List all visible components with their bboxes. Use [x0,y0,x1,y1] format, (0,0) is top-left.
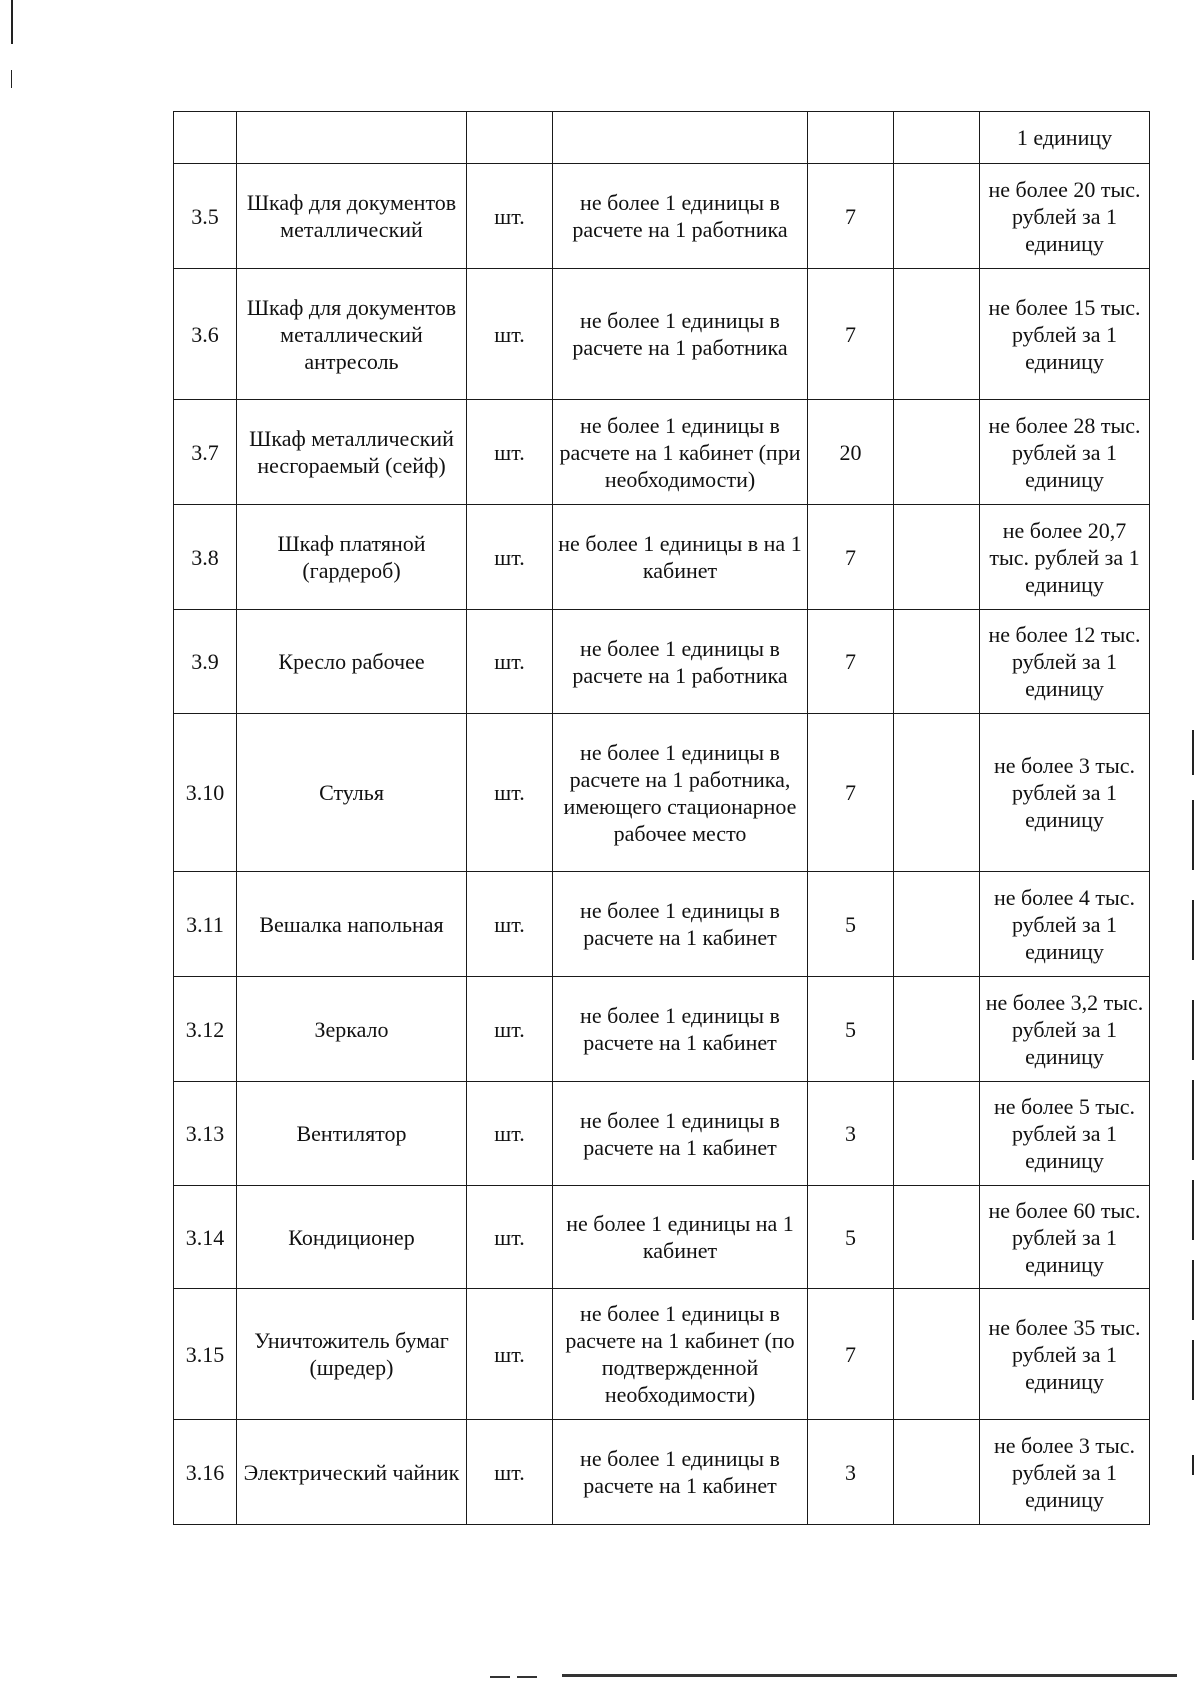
item-name: Вентилятор [237,1082,467,1186]
bottom-divider-short-2 [517,1676,537,1678]
quantity-norm: не более 1 единицы в расчете на 1 кабинет (при необходимости) [553,400,808,505]
table-body [174,112,1150,1525]
quantity-norm: не более 1 единицы в расчете на 1 работника [553,610,808,714]
row-number: 3.13 [174,1082,237,1186]
quantity-norm: не более 1 единицы в расчете на 1 работника [553,164,808,269]
price-limit: не более 20,7 тыс. рублей за 1 единицу [980,505,1150,610]
scan-artifact-right-edge-8 [1192,1340,1194,1400]
table-row [174,714,1150,872]
empty-cell [894,1082,980,1186]
row-number: 3.9 [174,610,237,714]
norms-table-container [173,111,1150,1525]
price-limit: не более 3 тыс. рублей за 1 единицу [980,1420,1150,1525]
unit: шт. [467,505,553,610]
row-number: 3.5 [174,164,237,269]
table-row [174,112,1150,164]
scan-artifact-right-edge-7 [1192,1260,1194,1320]
item-name: Шкаф для документов металлический [237,164,467,269]
table-row [174,1420,1150,1525]
service-life: 7 [808,1289,894,1420]
row-number: 3.15 [174,1289,237,1420]
table-row [174,1289,1150,1420]
bottom-divider-long [562,1674,1177,1677]
empty-cell [894,1186,980,1289]
price-limit: 1 единицу [980,112,1150,164]
row-number: 3.8 [174,505,237,610]
row-number: 3.12 [174,977,237,1082]
empty-cell [894,977,980,1082]
empty-cell [894,1420,980,1525]
row-number [174,112,237,164]
quantity-norm: не более 1 единицы в на 1 кабинет [553,505,808,610]
scan-artifact-right-edge-1 [1192,730,1194,775]
service-life: 20 [808,400,894,505]
quantity-norm: не более 1 единицы в расчете на 1 кабинет [553,977,808,1082]
scan-artifact-right-edge-5 [1192,1080,1194,1160]
empty-cell [894,610,980,714]
service-life: 7 [808,505,894,610]
empty-cell [894,714,980,872]
unit: шт. [467,872,553,977]
quantity-norm: не более 1 единицы в расчете на 1 кабинет (по подтвержденной необходимости) [553,1289,808,1420]
price-limit: не более 20 тыс. рублей за 1 единицу [980,164,1150,269]
table-row [174,505,1150,610]
item-name: Шкаф металлический несгораемый (сейф) [237,400,467,505]
empty-cell [894,164,980,269]
item-name: Стулья [237,714,467,872]
quantity-norm: не более 1 единицы в расчете на 1 работника, имеющего стационарное рабочее место [553,714,808,872]
row-number: 3.14 [174,1186,237,1289]
service-life: 7 [808,610,894,714]
service-life: 5 [808,872,894,977]
empty-cell [894,112,980,164]
unit: шт. [467,1186,553,1289]
empty-cell [894,872,980,977]
scan-artifact-left-tick [11,70,12,88]
unit: шт. [467,977,553,1082]
quantity-norm: не более 1 единицы в расчете на 1 работника [553,269,808,400]
unit [467,112,553,164]
unit: шт. [467,400,553,505]
service-life: 7 [808,269,894,400]
price-limit: не более 3 тыс. рублей за 1 единицу [980,714,1150,872]
item-name: Зеркало [237,977,467,1082]
quantity-norm: не более 1 единицы на 1 кабинет [553,1186,808,1289]
table-row [174,872,1150,977]
service-life: 3 [808,1420,894,1525]
quantity-norm: не более 1 единицы в расчете на 1 кабинет [553,872,808,977]
table-row [174,164,1150,269]
scan-artifact-right-edge-9 [1192,1455,1194,1475]
unit: шт. [467,164,553,269]
table-row [174,400,1150,505]
item-name: Электрический чайник [237,1420,467,1525]
service-life: 3 [808,1082,894,1186]
table-row [174,1082,1150,1186]
item-name: Кондиционер [237,1186,467,1289]
unit: шт. [467,610,553,714]
scan-artifact-right-edge-3 [1192,900,1194,960]
price-limit: не более 4 тыс. рублей за 1 единицу [980,872,1150,977]
service-life: 7 [808,714,894,872]
row-number: 3.6 [174,269,237,400]
service-life: 7 [808,164,894,269]
service-life [808,112,894,164]
quantity-norm: не более 1 единицы в расчете на 1 кабинет [553,1420,808,1525]
empty-cell [894,400,980,505]
price-limit: не более 15 тыс. рублей за 1 единицу [980,269,1150,400]
service-life: 5 [808,1186,894,1289]
scan-artifact-right-edge-2 [1192,800,1194,870]
table-row [174,1186,1150,1289]
item-name: Шкаф платяной (гардероб) [237,505,467,610]
quantity-norm: не более 1 единицы в расчете на 1 кабинет [553,1082,808,1186]
item-name [237,112,467,164]
scan-artifact-right-edge-6 [1192,1180,1194,1240]
price-limit: не более 35 тыс. рублей за 1 единицу [980,1289,1150,1420]
empty-cell [894,269,980,400]
price-limit: не более 12 тыс. рублей за 1 единицу [980,610,1150,714]
unit: шт. [467,714,553,872]
price-limit: не более 28 тыс. рублей за 1 единицу [980,400,1150,505]
furniture-norms-table [173,111,1150,1525]
row-number: 3.11 [174,872,237,977]
item-name: Вешалка напольная [237,872,467,977]
table-row [174,610,1150,714]
bottom-divider-short [490,1676,510,1678]
table-row [174,269,1150,400]
item-name: Шкаф для документов металлический антресоль [237,269,467,400]
row-number: 3.16 [174,1420,237,1525]
item-name: Уничтожитель бумаг (шредер) [237,1289,467,1420]
row-number: 3.10 [174,714,237,872]
price-limit: не более 60 тыс. рублей за 1 единицу [980,1186,1150,1289]
empty-cell [894,505,980,610]
item-name: Кресло рабочее [237,610,467,714]
service-life: 5 [808,977,894,1082]
price-limit: не более 3,2 тыс. рублей за 1 единицу [980,977,1150,1082]
table-row [174,977,1150,1082]
unit: шт. [467,1082,553,1186]
row-number: 3.7 [174,400,237,505]
unit: шт. [467,1289,553,1420]
scan-artifact-right-edge-4 [1192,1000,1194,1060]
scan-artifact-top-left [11,0,13,44]
unit: шт. [467,269,553,400]
empty-cell [894,1289,980,1420]
unit: шт. [467,1420,553,1525]
price-limit: не более 5 тыс. рублей за 1 единицу [980,1082,1150,1186]
quantity-norm [553,112,808,164]
